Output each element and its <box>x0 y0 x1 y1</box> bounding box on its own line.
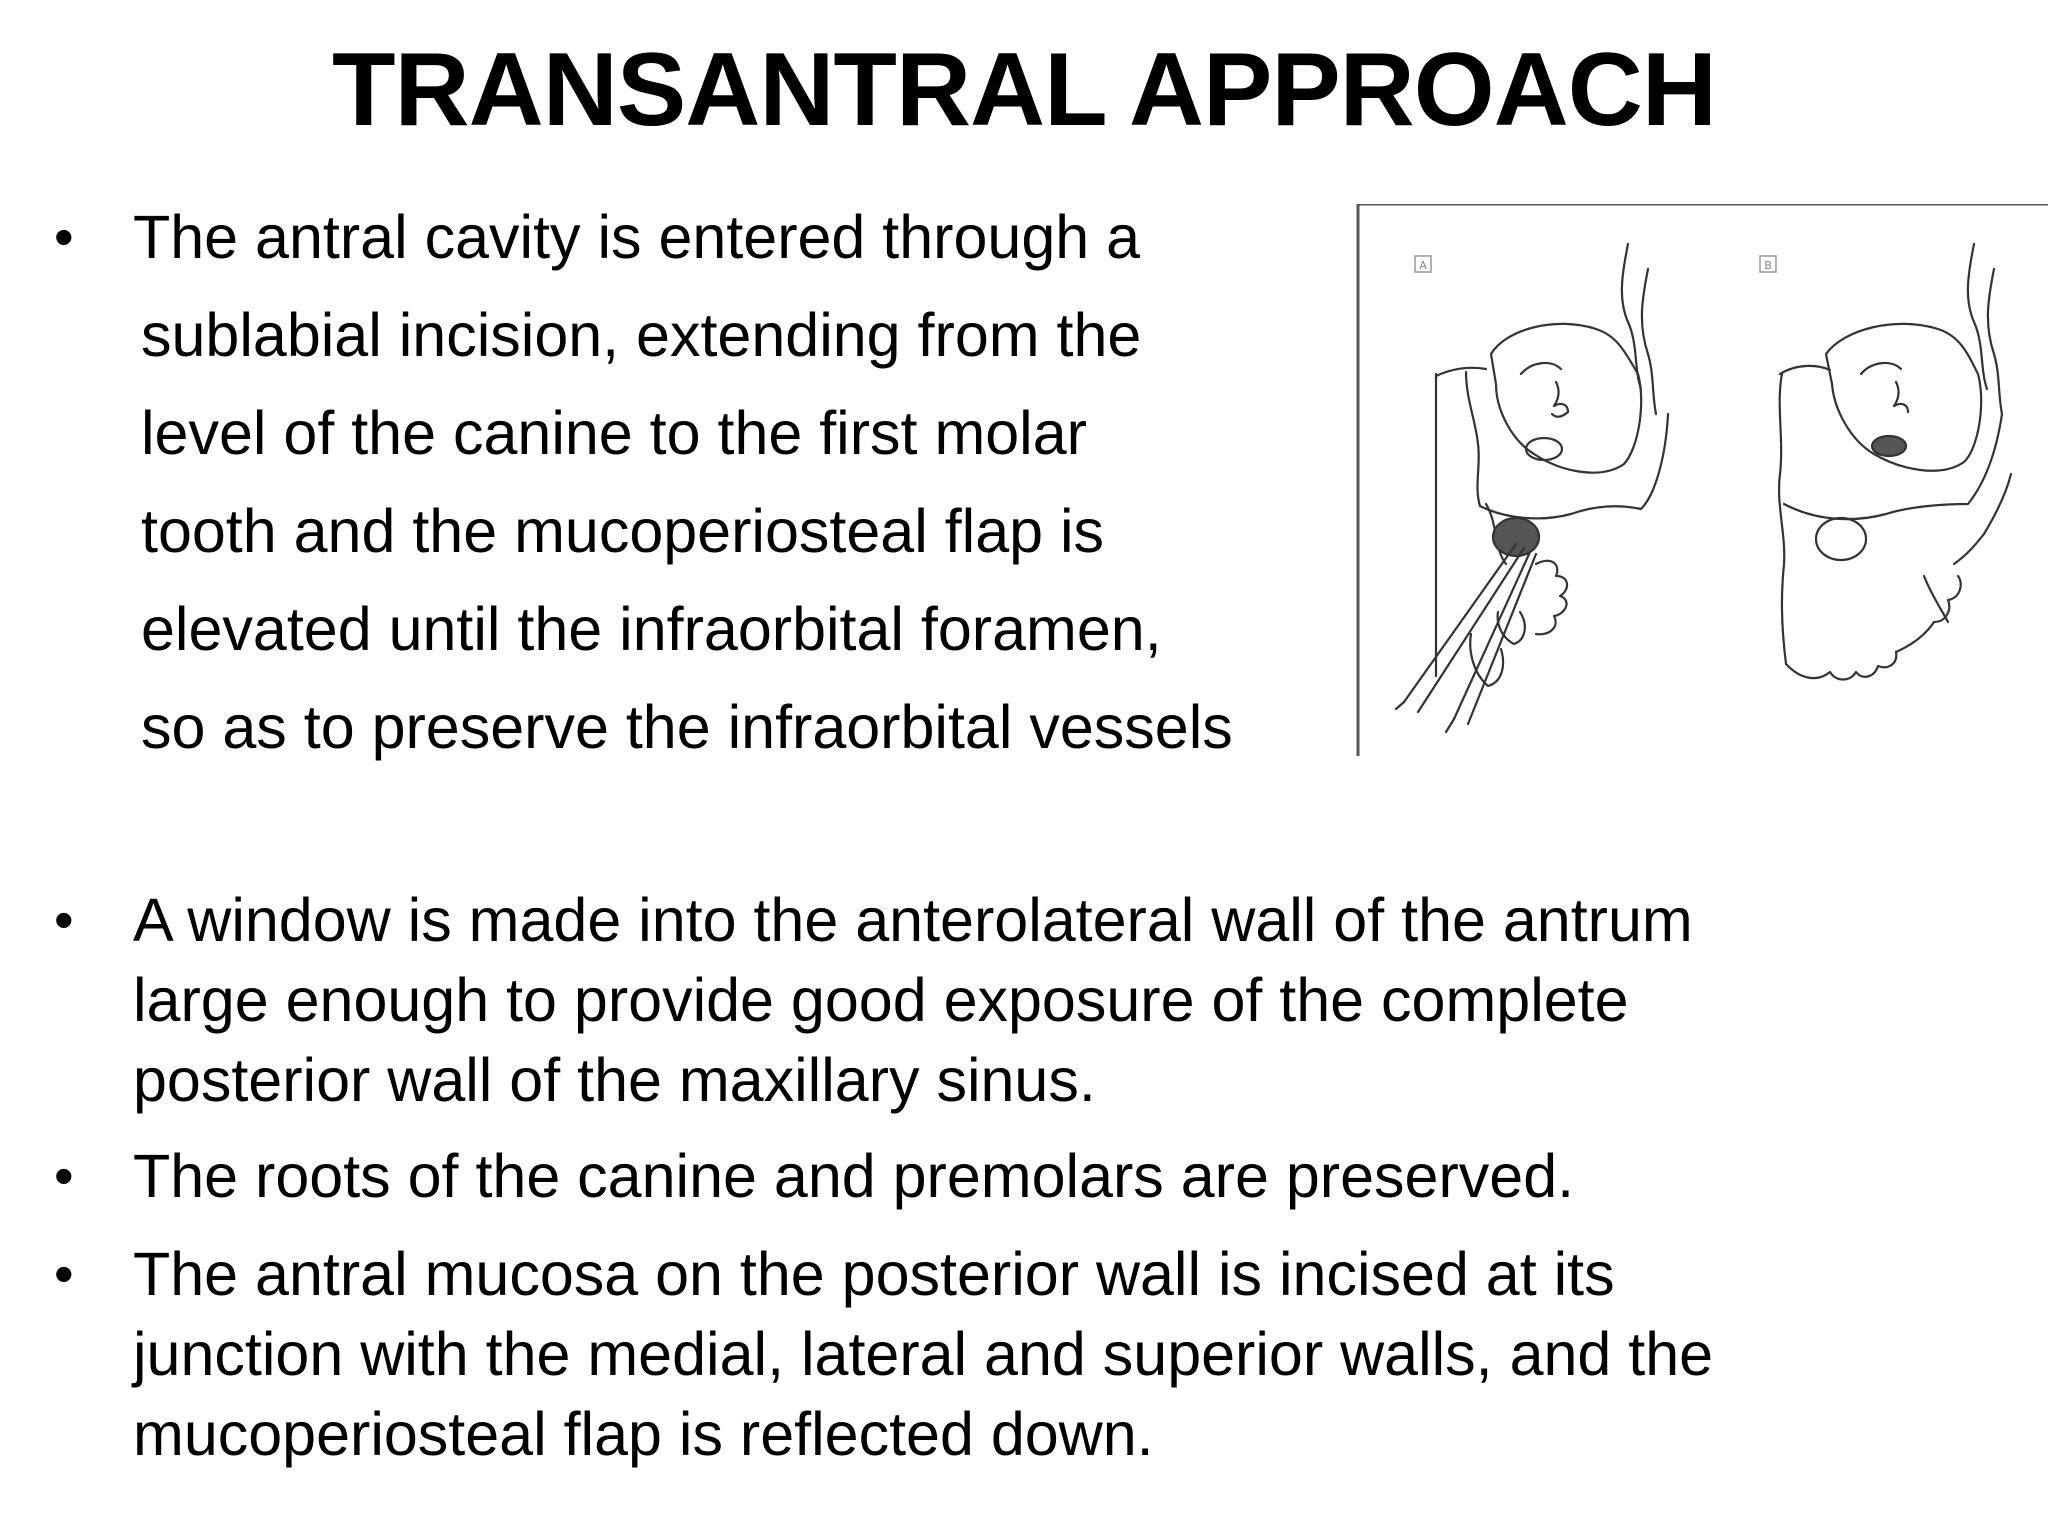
bullet-3-line-1: The roots of the canine and premolars are preserved. <box>133 1142 1575 1210</box>
anatomy-figure <box>1356 204 2048 756</box>
bullet-1-line-6: so as to preserve the infraorbital vessels <box>141 693 1233 761</box>
bullet-1-line-5: elevated until the infraorbital foramen, <box>141 595 1162 663</box>
bullet-dot: • <box>54 1144 74 1207</box>
bullet-2 <box>0 880 2048 1120</box>
bullet-4 <box>0 1234 2048 1474</box>
bullet-1-line-1: The antral cavity is entered through a <box>133 203 1141 271</box>
bullet-2-line-2: large enough to provide good exposure of the complete <box>133 966 1629 1034</box>
bullet-1-text <box>133 188 1233 776</box>
bullet-3-text <box>133 1136 1574 1216</box>
bullet-1-line-4: tooth and the mucoperiosteal flap is <box>141 497 1105 565</box>
bullet-2-text <box>133 880 1693 1120</box>
bullet-2-line-1: A window is made into the anterolateral wall of the antrum <box>133 886 1693 954</box>
bullet-1-line-3: level of the canine to the first molar <box>141 399 1087 467</box>
bullet-3 <box>0 1136 2048 1216</box>
svg-text:B: B <box>1764 259 1772 272</box>
bullet-4-line-2: junction with the medial, lateral and superior walls, and the <box>133 1320 1714 1388</box>
slide-title: TRANSANTRAL APPROACH <box>332 32 1716 148</box>
bullet-dot: • <box>54 888 74 951</box>
bullet-dot: • <box>54 1242 74 1305</box>
bullet-4-text <box>133 1234 1713 1474</box>
bullet-2-line-3: posterior wall of the maxillary sinus. <box>133 1046 1096 1114</box>
bullet-4-line-1: The antral mucosa on the posterior wall is incised at its <box>133 1240 1615 1308</box>
bullet-dot: • <box>54 205 74 268</box>
anatomy-figure-svg <box>1356 204 2048 756</box>
bullet-1 <box>0 188 1356 788</box>
bullet-4-line-3: mucoperiosteal flap is reflected down. <box>133 1400 1154 1468</box>
bullet-1-line-2: sublabial incision, extending from the <box>141 301 1142 369</box>
svg-text:A: A <box>1419 259 1427 272</box>
